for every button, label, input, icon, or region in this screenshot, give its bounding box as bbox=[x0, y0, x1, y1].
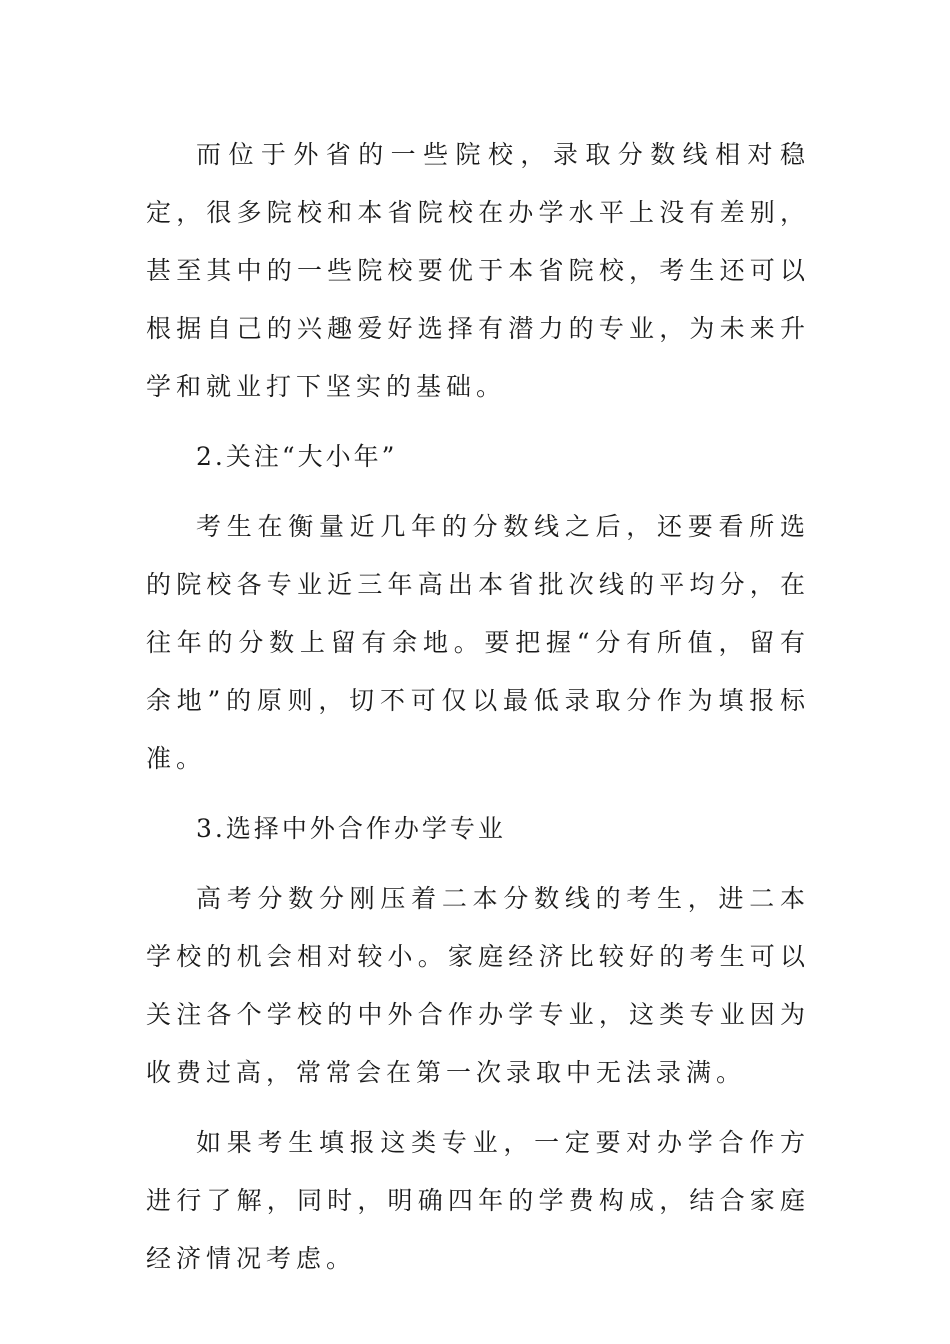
document-body bbox=[146, 126, 810, 1300]
heading-sino-foreign-programs: 3.选择中外合作办学专业 bbox=[196, 814, 506, 843]
paragraph-sino-foreign-programs: 高考分数分刚压着二本分数线的考生，进二本学校的机会相对较小。家庭经济比较好的考生可以关注各个学校的中外合作办学专业，这类专业因为收费过高，常常会在第一次录取中无法录满。 bbox=[146, 884, 810, 1087]
paragraph-understand-partner: 如果考生填报这类专业，一定要对办学合作方进行了解，同时，明确四年的学费构成，结合家庭经济情况考虑。 bbox=[146, 1128, 810, 1273]
paragraph-out-of-province-schools: 而位于外省的一些院校，录取分数线相对稳定，很多院校和本省院校在办学水平上没有差别，甚至其中的一些院校要优于本省院校，考生还可以根据自己的兴趣爱好选择有潜力的专业，为未来升学和就业打下坚实的基础。 bbox=[146, 140, 810, 401]
paragraph-score-margin: 考生在衡量近几年的分数线之后，还要看所选的院校各专业近三年高出本省批次线的平均分，在往年的分数上留有余地。要把握“分有所值，留有余地”的原则，切不可仅以最低录取分作为填报标准。 bbox=[146, 512, 810, 773]
heading-big-small-years: 2.关注“大小年” bbox=[196, 442, 398, 471]
